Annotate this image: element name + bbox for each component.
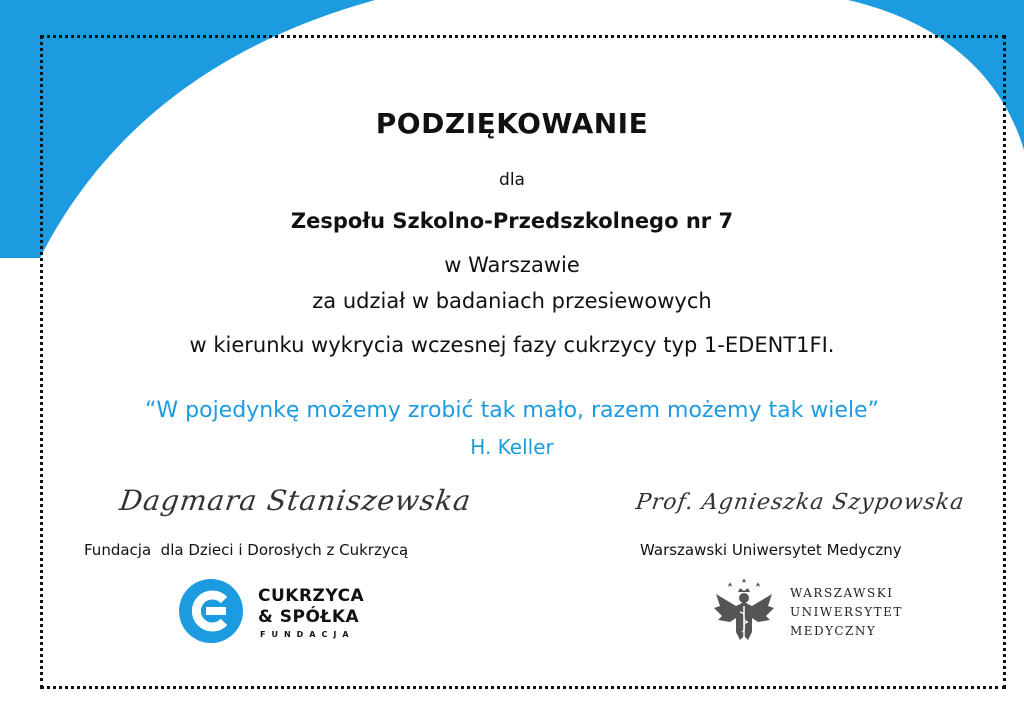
cukrzyca-c-logo-icon [178,578,244,644]
recipient-city: w Warszawie [444,253,580,277]
for-word: dla [499,170,525,190]
organization-left: Fundacja dla Dzieci i Dorosłych z Cukrzycą [84,541,409,559]
cukrzyca-spolka-logo [178,578,378,644]
logo-left-line-2: & SPÓŁKA [258,607,360,627]
logo-left-line-1: CUKRZYCA [258,586,365,606]
reason-line-2: w kierunku wykrycia wczesnej fazy cukrzycy typ 1-EDENT1FI. [189,333,835,357]
logo-left-line-3: FUNDACJA [260,630,355,639]
signature-left: Dagmara Staniszewska [117,484,474,517]
quote-text: “W pojedynkę możemy zrobić tak mało, razem możemy tak wiele” [145,398,879,423]
organization-right: Warszawski Uniwersytet Medyczny [640,541,902,559]
logo-right-line-3: MEDYCZNY [790,624,877,638]
signature-right: Prof. Agnieszka Szypowska [634,490,967,515]
recipient-name: Zespołu Szkolno-Przedszkolnego nr 7 [290,209,734,233]
logo-right-line-1: WARSZAWSKI [790,586,894,600]
certificate-title: PODZIĘKOWANIE [375,107,649,140]
wum-logo [708,576,918,648]
logo-right-line-2: UNIWERSYTET [790,605,903,619]
quote-author: H. Keller [470,435,554,459]
reason-line-1: za udział w badaniach przesiewowych [312,289,712,313]
eagle-emblem-icon [708,576,780,648]
